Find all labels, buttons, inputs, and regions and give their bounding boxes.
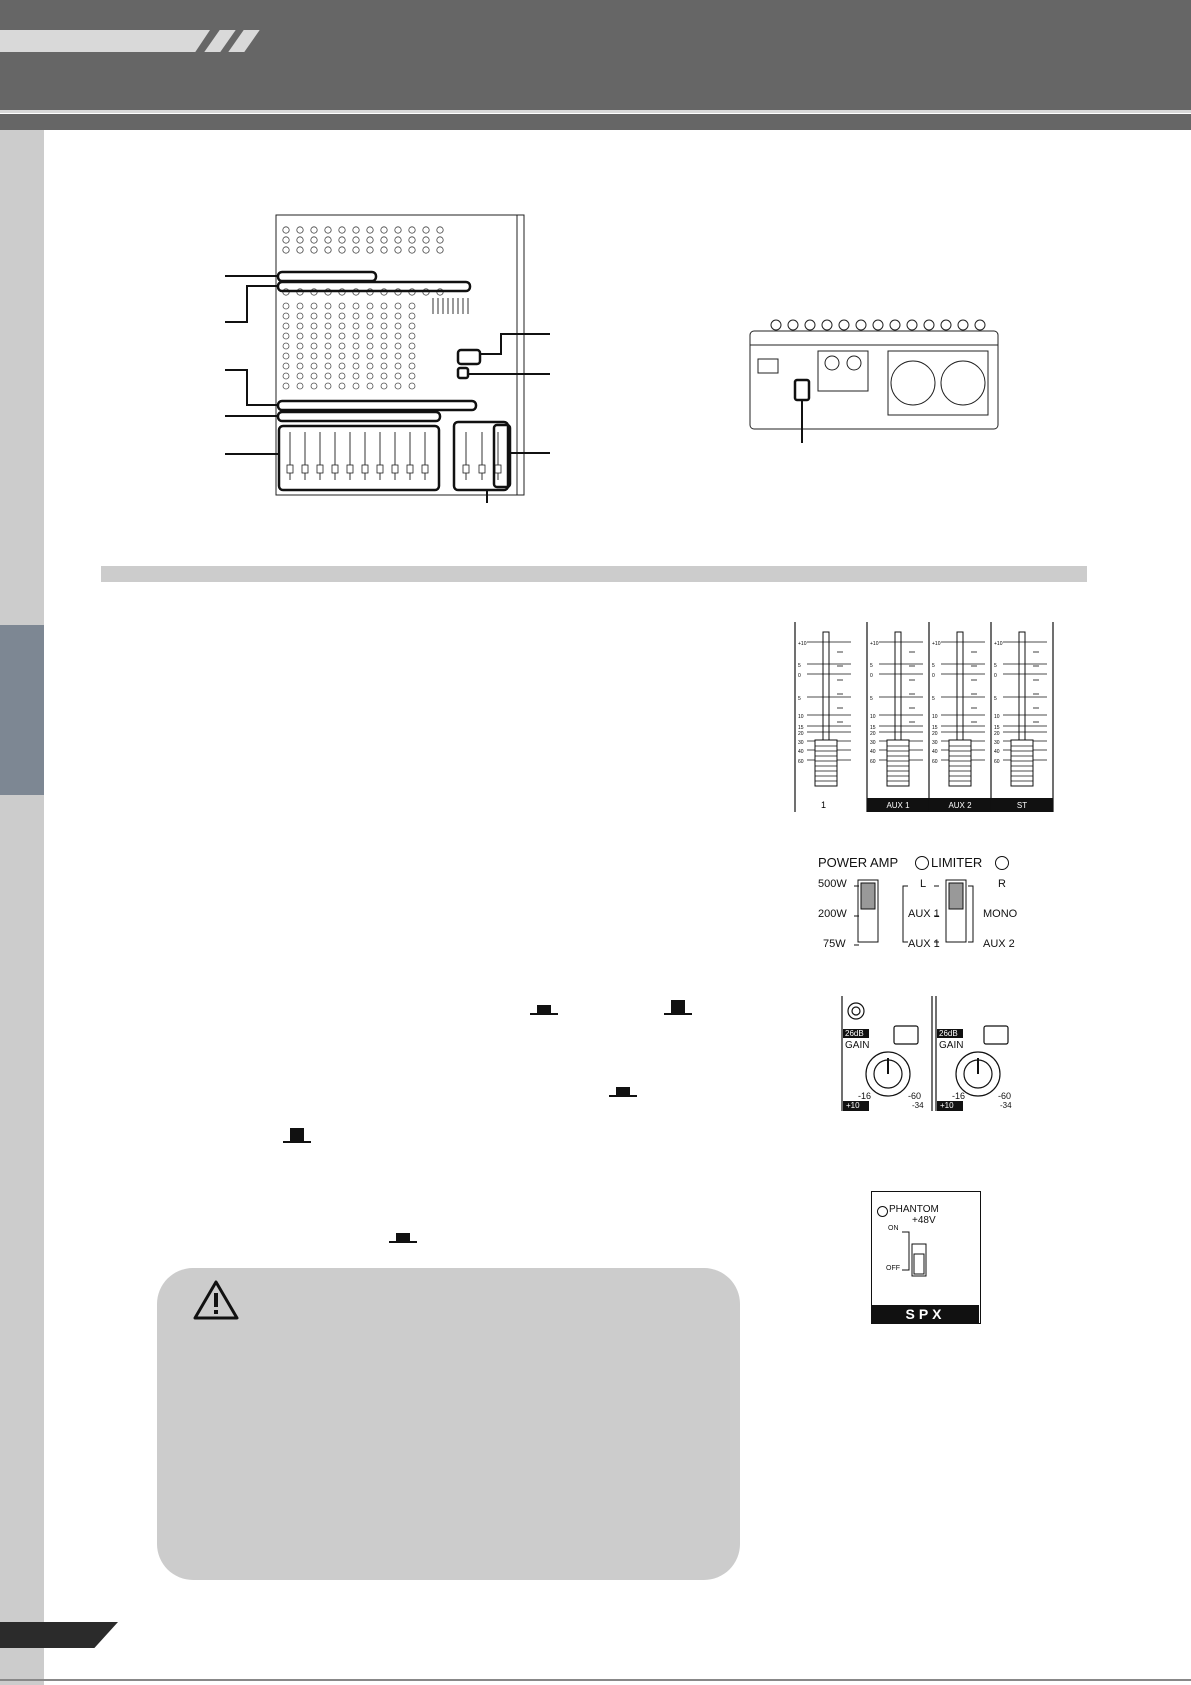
phantom-on-label: ON bbox=[888, 1225, 899, 1232]
fader-scale-label: 20 bbox=[870, 731, 876, 737]
fader-scale-label: 0 bbox=[870, 673, 873, 679]
fader-scale-label: 60 bbox=[870, 759, 876, 765]
gain-scale-left-1: -16 bbox=[858, 1091, 872, 1101]
gain-label-1: GAIN bbox=[845, 1040, 870, 1051]
side-index-active-tab bbox=[0, 625, 44, 795]
left-option-top: L bbox=[920, 878, 927, 890]
fader-scale-label: +10 bbox=[932, 641, 941, 647]
button-up-icon-3 bbox=[389, 1230, 417, 1244]
fader-knob bbox=[1011, 740, 1033, 786]
fader-scale-label: +10 bbox=[870, 641, 879, 647]
ac-inlet bbox=[758, 359, 778, 373]
fader-scale-label: 40 bbox=[994, 749, 1000, 755]
fader-channel-label: AUX 2 bbox=[948, 801, 972, 810]
spx-logo: SPX bbox=[905, 1306, 946, 1322]
fader-scale-label: 5 bbox=[994, 663, 997, 669]
pad-label-1: 26dB bbox=[845, 1029, 864, 1038]
fader-scale-label: 40 bbox=[798, 749, 804, 755]
fader-scale-label: 40 bbox=[870, 749, 876, 755]
page-header-band bbox=[0, 0, 1191, 111]
highlight-row-3 bbox=[278, 401, 476, 410]
fader-scale-label: 10 bbox=[870, 714, 876, 720]
highlight-row-4 bbox=[278, 412, 440, 421]
fader-channel-label: 1 bbox=[821, 800, 827, 810]
fader-scale-label: 60 bbox=[994, 759, 1000, 765]
gain-label-2: GAIN bbox=[939, 1040, 964, 1051]
rear-body-outline bbox=[750, 331, 998, 429]
fader-channel-4 bbox=[991, 622, 1053, 812]
fader-scale-label: +10 bbox=[798, 641, 807, 647]
highlight-master-faders bbox=[454, 422, 508, 490]
fader-scale-label: 30 bbox=[870, 740, 876, 746]
watt-option-mid: 200W bbox=[818, 908, 847, 920]
fader-scale-label: 0 bbox=[798, 673, 801, 679]
fader-knob bbox=[815, 740, 837, 786]
highlight-row-1 bbox=[278, 272, 376, 281]
fader-scale-label: 30 bbox=[994, 740, 1000, 746]
limiter-label: LIMITER bbox=[931, 855, 983, 870]
fader-scale-label: 10 bbox=[798, 714, 804, 720]
fader-figure bbox=[793, 622, 1053, 814]
pad-scale-right-2: -34 bbox=[1000, 1101, 1012, 1110]
fader-scale-label: 15 bbox=[932, 725, 938, 731]
mixer-rear-panel-diagram bbox=[748, 315, 1008, 450]
pad-label-2: 26dB bbox=[939, 1029, 958, 1038]
watt-option-low: 75W bbox=[823, 938, 846, 950]
fader-scale-label: 5 bbox=[932, 696, 935, 702]
power-amp-switches bbox=[818, 850, 1038, 950]
highlight-power-switches bbox=[458, 350, 480, 364]
fader-channel-2 bbox=[867, 622, 929, 812]
fader-scale-label: 5 bbox=[994, 696, 997, 702]
fader-scale-label: 5 bbox=[870, 663, 873, 669]
header-tab bbox=[0, 30, 210, 52]
left-option-mid: AUX 1 bbox=[908, 908, 940, 920]
fader-scale-label: 0 bbox=[994, 673, 997, 679]
fader-channel-3 bbox=[929, 622, 991, 812]
highlight-row-2 bbox=[278, 282, 470, 291]
gain-scale-left-2: -16 bbox=[952, 1091, 966, 1101]
mixer-top-panel-diagram bbox=[220, 210, 560, 510]
fader-knob bbox=[887, 740, 909, 786]
speaker-output-block bbox=[818, 351, 868, 391]
phantom-figure bbox=[871, 1191, 981, 1324]
fader-scale-label: 5 bbox=[870, 696, 873, 702]
cooling-fan-block bbox=[888, 351, 988, 415]
fader-scale-label: 5 bbox=[798, 696, 801, 702]
bottom-rule bbox=[0, 1679, 1191, 1681]
fader-scale-label: 60 bbox=[932, 759, 938, 765]
left-option-bottom: AUX 1 bbox=[908, 938, 940, 950]
fader-scale-label: 20 bbox=[798, 731, 804, 737]
spx-logo-band bbox=[872, 1305, 979, 1323]
side-index-strip bbox=[0, 130, 44, 1685]
fader-channel-1 bbox=[795, 622, 851, 812]
header-rule bbox=[0, 110, 1191, 113]
gain-figure bbox=[840, 996, 1016, 1111]
pad-scale-left-2: +10 bbox=[940, 1101, 954, 1110]
fader-channel-label: ST bbox=[1016, 801, 1028, 810]
fader-scale-label: +10 bbox=[994, 641, 1003, 647]
phantom-title: PHANTOM bbox=[889, 1204, 939, 1215]
fader-scale-label: 30 bbox=[932, 740, 938, 746]
watt-option-high: 500W bbox=[818, 878, 847, 890]
pad-scale-right-1: -34 bbox=[912, 1101, 924, 1110]
warning-icon bbox=[191, 1278, 241, 1322]
right-option-top: R bbox=[998, 878, 1006, 890]
fader-scale-label: 40 bbox=[932, 749, 938, 755]
fader-scale-label: 30 bbox=[798, 740, 804, 746]
highlight-phantom-switch bbox=[458, 368, 468, 378]
button-up-icon-1 bbox=[530, 1002, 558, 1016]
header-lower-band bbox=[0, 114, 1191, 130]
section-heading-bar bbox=[101, 566, 1087, 582]
fader-scale-label: 15 bbox=[798, 725, 804, 731]
fader-channel-label: AUX 1 bbox=[886, 801, 910, 810]
right-option-bottom: AUX 2 bbox=[983, 938, 1015, 950]
fader-scale-label: 10 bbox=[932, 714, 938, 720]
button-down-icon-1 bbox=[664, 998, 692, 1016]
highlight-power-switch bbox=[795, 380, 809, 400]
button-up-icon-2 bbox=[609, 1084, 637, 1098]
phantom-off-label: OFF bbox=[886, 1265, 900, 1272]
fader-scale-label: 20 bbox=[994, 731, 1000, 737]
power-amp-title: POWER AMP bbox=[818, 855, 899, 870]
fader-knob bbox=[949, 740, 971, 786]
page-number-tab bbox=[0, 1622, 118, 1648]
knob-grid bbox=[283, 227, 501, 480]
fader-scale-label: 20 bbox=[932, 731, 938, 737]
right-option-mid: MONO bbox=[983, 908, 1018, 920]
fader-scale-label: 10 bbox=[994, 714, 1000, 720]
button-down-icon-2 bbox=[283, 1126, 311, 1144]
gain-scale-right-2: -60 bbox=[998, 1091, 1012, 1101]
fader-scale-label: 5 bbox=[798, 663, 801, 669]
phantom-voltage: +48V bbox=[912, 1215, 936, 1226]
fader-scale-label: 60 bbox=[798, 759, 804, 765]
fader-scale-label: 0 bbox=[932, 673, 935, 679]
fader-scale-label: 15 bbox=[870, 725, 876, 731]
pad-scale-left-1: +10 bbox=[846, 1101, 860, 1110]
fader-scale-label: 15 bbox=[994, 725, 1000, 731]
gain-scale-right-1: -60 bbox=[908, 1091, 922, 1101]
power-amp-figure bbox=[818, 850, 1038, 950]
highlight-channel-faders bbox=[279, 426, 439, 490]
caution-panel bbox=[157, 1268, 740, 1580]
fader-scale-label: 5 bbox=[932, 663, 935, 669]
